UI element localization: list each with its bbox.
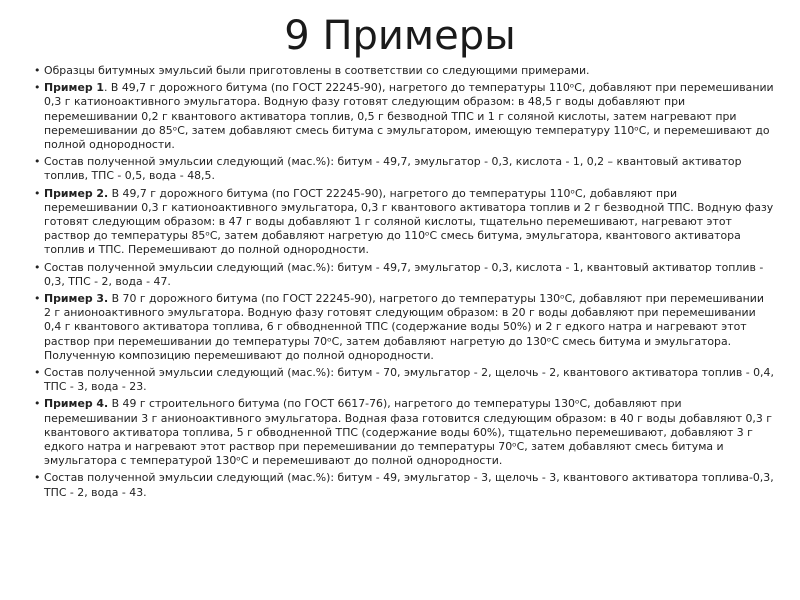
bullet-composition-3 <box>34 366 774 394</box>
bullet-example-2 <box>34 187 774 258</box>
bullet-text: В 70 г дорожного битума (по ГОСТ 22245-90), нагретого до температуры 130ᵒС, добавляют при перемешивании 2 г анионоактивного эмульгатора. Водную фазу готовят следующим образом: в 20 г воды добавляют при перемешивании 0,4 г квантового активатора топлива, 6 г обводненной ТПС (содержание воды 50%) и 2 г едкого натра и нагревают этот раствор при перемешивании до температуры 70ᵒС, затем добавляют нагретую до 130ᵒС смесь битума и эмульгатора. Полученную композицию перемешивают до полной однородности. <box>44 292 764 362</box>
bullet-text: . В 49,7 г дорожного битума (по ГОСТ 22245-90), нагретого до температуры 110ᵒС, добавляют при перемешивании 0,3 г катионоактивного эмульгатора. Водную фазу готовят следующим образом: в 48,5 г воды добавляют при перемешивании 0,2 г квантового активатора топлив, 0,5 г безводной ТПС и 1 г соляной кислоты, затем нагревают при перемешивании до 85ᵒС, затем добавляют смесь битума с эмульгатором, имеющую температуру 110ᵒС, и перемешивают до полной однородности. <box>44 81 774 152</box>
bullet-composition-1 <box>34 155 774 183</box>
bullet-text: Образцы битумных эмульсий были приготовлены в соответствии со следующими примерами. <box>44 64 590 77</box>
bullet-lead: Пример 3. <box>44 292 109 306</box>
bullet-text: Состав полученной эмульсии следующий (мас.%): битум - 49,7, эмульгатор - 0,3, кислота - 1, квантовый активатор топлив - 0,3, ТПС - 2, вода - 47. <box>44 260 764 288</box>
slide-title: 9 Примеры <box>284 13 516 59</box>
bullet-example-3 <box>34 292 774 363</box>
bullet-text: Состав полученной эмульсии следующий (мас.%): битум - 70, эмульгатор - 2, щелочь - 2, квантового активатора топлив - 0,4, ТПС - 3, вода - 23. <box>44 366 774 394</box>
bullet-lead: Пример 1 <box>44 81 104 95</box>
bullet-intro <box>34 64 774 78</box>
slide-content <box>34 64 774 503</box>
bullet-example-4 <box>34 397 774 468</box>
bullet-composition-4 <box>34 471 774 499</box>
bullet-text: Состав полученной эмульсии следующий (мас.%): битум - 49,7, эмульгатор - 0,3, кислота - 1, 0,2 – квантовый активатор топлив, ТПС - 0,5, вода - 48,5. <box>44 155 742 183</box>
bullet-example-1 <box>34 81 774 152</box>
bullet-text: Состав полученной эмульсии следующий (мас.%): битум - 49, эмульгатор - 3, щелочь - 3, квантового активатора топлива-0,3, ТПС - 2, вода - 43. <box>44 471 774 499</box>
bullet-list <box>34 64 774 500</box>
bullet-lead: Пример 2. <box>44 186 109 200</box>
bullet-text: В 49 г строительного битума (по ГОСТ 6617-76), нагретого до температуры 130ᵒС, добавляют при перемешивании 3 г анионоактивного эмульгатора. Водная фаза готовится следующим образом: в 40 г воды добавляют 0,3 г квантового активатора топлива, 5 г обводненной ТПС (содержание воды 60%), тщательно перемешивают, добавляют 3 г едкого натра и нагревают этот раствор при перемешивании до температуры 70ᵒС, затем добавляют смесь битума и эмульгатора с температурой 130ᵒС и перемешивают до полной однородности. <box>44 397 773 468</box>
bullet-lead: Пример 4. <box>44 397 109 411</box>
bullet-composition-2 <box>34 261 774 289</box>
bullet-text: В 49,7 г дорожного битума (по ГОСТ 22245-90), нагретого до температуры 110ᵒС, добавляют при перемешивании 0,3 г катионоактивного эмульгатора, 0,3 г квантового активатора топлив и 2 г безводной ТПС. Водную фазу готовят следующим образом: в 47 г воды добавляют 1 г соляной кислоты, тщательно перемешивают, нагревают этот раствор до температуры 85ᵒС, затем добавляют нагретую до 110ᵒС смесь битума, эмульгатора, квантового активатора топлив и ТПС. Перемешивают до полной однородности. <box>44 186 774 257</box>
